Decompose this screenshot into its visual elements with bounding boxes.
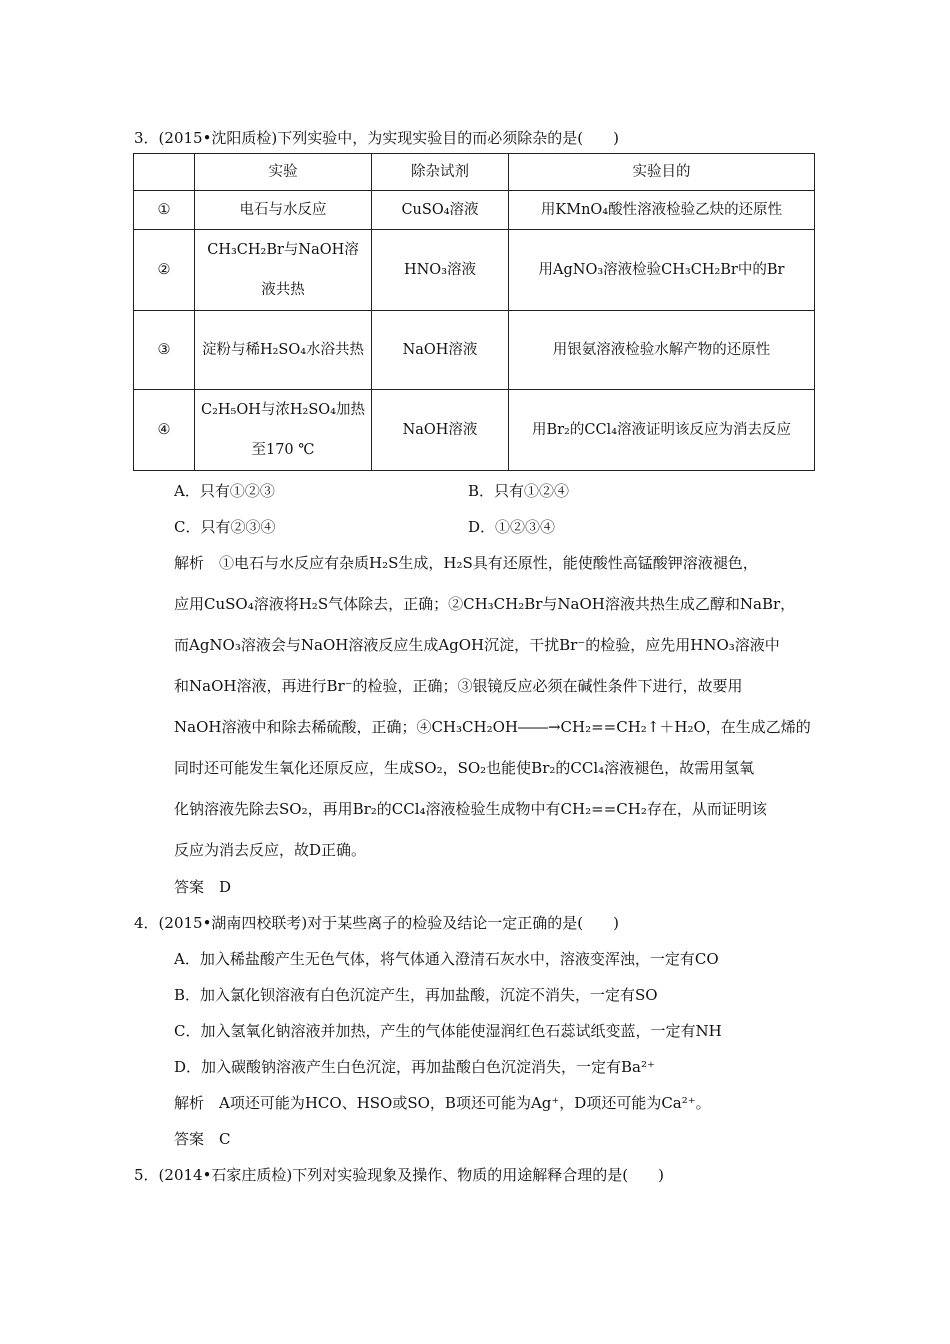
question-5-stem: 5．(2014•石家庄质检)下列对实验现象及操作、物质的用途解释合理的是( ) (134, 1166, 664, 1184)
table-cell: HNO₃溶液 (372, 230, 509, 311)
analysis-line: 反应为消去反应，故D正确。 (174, 841, 367, 859)
experiment-table (133, 153, 815, 471)
table-cell: 淀粉与稀H₂SO₄水浴共热 (195, 311, 372, 390)
analysis-line: 解析 ①电石与水反应有杂质H₂S生成，H₂S具有还原性，能使酸性高锰酸钾溶液褪色， (174, 554, 758, 572)
table-header-cell: 实验 (195, 154, 372, 191)
table-header-cell (134, 154, 195, 191)
table-cell: 用Br₂的CCl₄溶液证明该反应为消去反应 (509, 390, 815, 471)
table-cell: 用KMnO₄酸性溶液检验乙炔的还原性 (509, 191, 815, 230)
option-b: B．只有①②④ (468, 482, 570, 500)
table-cell: 用AgNO₃溶液检验CH₃CH₂Br中的Br (509, 230, 815, 311)
q4-option-d: D．加入碳酸钠溶液产生白色沉淀，再加盐酸白色沉淀消失，一定有Ba²⁺ (174, 1058, 655, 1076)
analysis-line: 化钠溶液先除去SO₂，再用Br₂的CCl₄溶液检验生成物中有CH₂==CH₂存在，从而证明该 (174, 800, 767, 818)
table-header-cell: 除杂试剂 (372, 154, 509, 191)
analysis-line: 和NaOH溶液，再进行Br⁻的检验，正确；③银镜反应必须在碱性条件下进行，故要用 (174, 677, 743, 695)
q4-option-a: A．加入稀盐酸产生无色气体，将气体通入澄清石灰水中，溶液变浑浊，一定有CO (174, 950, 719, 968)
q4-option-b: B．加入氯化钡溶液有白色沉淀产生，再加盐酸，沉淀不消失，一定有SO (174, 986, 658, 1004)
table-header-cell: 实验目的 (509, 154, 815, 191)
table-header-row (134, 154, 815, 191)
table-cell: ③ (134, 311, 195, 390)
answer-4: 答案 C (174, 1130, 231, 1148)
table-cell: 用银氨溶液检验水解产物的还原性 (509, 311, 815, 390)
question-3-stem: 3．(2015•沈阳质检)下列实验中，为实现实验目的而必须除杂的是( ) (134, 129, 619, 147)
table-cell: 电石与水反应 (195, 191, 372, 230)
table-row (134, 311, 815, 390)
table-cell: NaOH溶液 (372, 311, 509, 390)
analysis-line: 而AgNO₃溶液会与NaOH溶液反应生成AgOH沉淀，干扰Br⁻的检验，应先用HNO₃溶液中 (174, 636, 780, 654)
table-cell: ④ (134, 390, 195, 471)
table-cell: NaOH溶液 (372, 390, 509, 471)
table-cell: C₂H₅OH与浓H₂SO₄加热至170 ℃ (195, 390, 372, 471)
table-row (134, 390, 815, 471)
option-a: A．只有①②③ (174, 482, 275, 500)
answer-3: 答案 D (174, 878, 232, 896)
analysis-line: 同时还可能发生氧化还原反应，生成SO₂，SO₂也能使Br₂的CCl₄溶液褪色，故需用氢氧 (174, 759, 755, 777)
table-row (134, 230, 815, 311)
table-cell: CuSO₄溶液 (372, 191, 509, 230)
analysis-line: 应用CuSO₄溶液将H₂S气体除去，正确；②CH₃CH₂Br与NaOH溶液共热生成乙醇和NaBr， (174, 595, 796, 613)
table-cell: ② (134, 230, 195, 311)
table-row (134, 191, 815, 230)
question-4-stem: 4．(2015•湖南四校联考)对于某些离子的检验及结论一定正确的是( ) (134, 914, 619, 932)
option-d: D．①②③④ (468, 518, 556, 536)
q4-analysis: 解析 A项还可能为HCO、HSO或SO，B项还可能为Ag⁺，D项还可能为Ca²⁺。 (174, 1094, 711, 1112)
table-cell: ① (134, 191, 195, 230)
table-cell: CH₃CH₂Br与NaOH溶液共热 (195, 230, 372, 311)
q4-option-c: C．加入氢氧化钠溶液并加热，产生的气体能使湿润红色石蕊试纸变蓝，一定有NH (174, 1022, 722, 1040)
option-c: C．只有②③④ (174, 518, 276, 536)
analysis-line: NaOH溶液中和除去稀硫酸，正确；④CH₃CH₂OH――→CH₂==CH₂↑＋H₂O，在生成乙烯的 (174, 718, 811, 736)
